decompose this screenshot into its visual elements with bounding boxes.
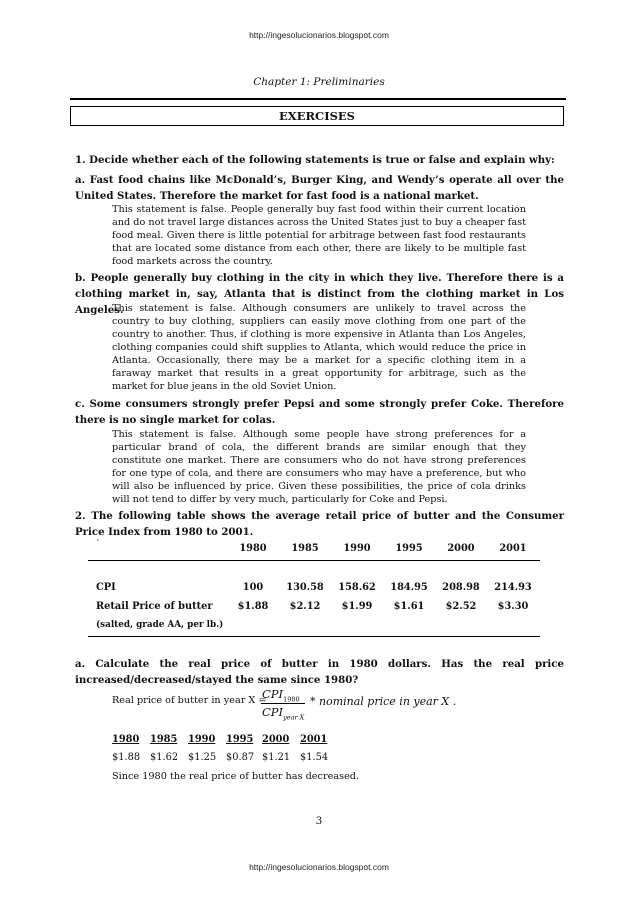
question-1a: a. Fast food chains like McDonald’s, Burger King, and Wendy’s operate all over the United States. Therefore the market for fast food is a national market. [75,174,564,202]
table-year: 1980 [239,543,267,554]
header-url: http://ingesolucionarios.blogspot.com [249,30,389,40]
question-1: 1. Decide whether each of the following statements is true or false and explain why: [75,154,555,166]
denominator-text: CPI [262,705,284,719]
page-number: 3 [315,815,323,827]
table-cell: 100 [242,582,264,593]
table-cell: $2.12 [289,601,321,612]
table-rule-top [88,560,540,561]
real-price-years [112,734,372,748]
table-row [88,601,540,615]
table-cell: 208.98 [442,582,480,593]
table-cell: $1.99 [341,601,373,612]
formula-numerator [262,687,300,703]
answer-1a: This statement is false. People generally buy fast food within their current location and do not travel large distances across the United States just to buy a cheaper fast food meal. Given there is little potential for arbitrage between fast food restaurants that are located some distance from each other, there are likely to be multiple fast food markets across the country. [112,204,526,267]
table-cell: 214.93 [494,582,532,593]
question-2: 2. The following table shows the average retail price of butter and the Consumer Price Index from 1980 to 2001. [75,510,564,538]
real-year: 2000 [262,734,290,745]
answer-1c: This statement is false. Although some people have strong preferences for a particular brand of cola, the different brands are similar enough that they constitute one market. There are consumers who do not have strong preferences for one type of cola, and there are consumers who may have a preference, but who will also be influenced by price. Given these possibilities, the price of cola drinks will not tend to differ by very much, particularly for Coke and Pepsi. [112,429,526,505]
real-value: $1.25 [188,752,217,763]
table-cell: $2.52 [445,601,477,612]
numerator-text: CPI [262,687,284,701]
exercises-title: EXERCISES [70,106,564,126]
footer-url: http://ingesolucionarios.blogspot.com [249,862,389,872]
table-row [88,582,540,596]
real-price-values [112,752,372,766]
table-year: 2001 [499,543,527,554]
table-cell: $1.61 [393,601,425,612]
table-year: 1995 [395,543,423,554]
table-year: 1985 [291,543,319,554]
chapter-heading: Chapter 1: Preliminaries [253,76,385,88]
answer-1b: This statement is false. Although consumers are unlikely to travel across the country to buy clothing, suppliers can easily move clothing from one part of the country to another. Thus, if clothing is more expensive in Atlanta than Los Angeles, clothing companies could shift supplies to Atlanta, which would reduce the price in Atlanta. Occasionally, there may be a market for a specific clothing item in a faraway market that results in a great opportunity for arbitrage, such as the market for blue jeans in the old Soviet Union. [112,303,526,392]
row-label: CPI [96,582,116,593]
table-corner-mark: ` [96,540,101,550]
table-cell: 130.58 [286,582,324,593]
table-header-row [88,543,540,557]
table-cell: $3.30 [497,601,529,612]
real-year: 1995 [226,734,254,745]
real-year: 1980 [112,734,140,745]
real-value: $1.62 [150,752,179,763]
question-2a: a. Calculate the real price of butter in 1980 dollars. Has the real price increased/decreased/stayed the same since 1980? [75,658,564,686]
question-1b: b. People generally buy clothing in the city in which they live. Therefore there is a clothing market in, say, Atlanta that is distinct from the clothing market in Los Angeles. [75,272,564,316]
real-value: $1.54 [300,752,329,763]
question-1c: c. Some consumers strongly prefer Pepsi and some strongly prefer Coke. Therefore there is no single market for colas. [75,398,564,426]
table-cell: $1.88 [237,601,269,612]
fraction-bar [261,703,305,704]
formula-suffix: * nominal price in year X . [310,695,457,708]
formula-prefix: Real price of butter in year X = [112,695,267,706]
real-year: 2001 [300,734,328,745]
real-value: $1.88 [112,752,141,763]
top-rule [70,98,566,100]
real-value: $0.87 [226,752,255,763]
table-note: (salted, grade AA, per lb.) [96,620,224,630]
table-cell: 158.62 [338,582,376,593]
table-year: 1990 [343,543,371,554]
table-rule-bottom [88,636,540,637]
row-label: Retail Price of butter [96,601,213,612]
real-year: 1990 [188,734,216,745]
real-year: 1985 [150,734,178,745]
conclusion: Since 1980 the real price of butter has decreased. [112,771,360,782]
table-cell: 184.95 [390,582,428,593]
denominator-subscript: year X [283,713,305,722]
real-value: $1.21 [262,752,291,763]
table-year: 2000 [447,543,475,554]
formula-denominator [262,705,304,721]
numerator-subscript: 1980 [283,695,300,704]
